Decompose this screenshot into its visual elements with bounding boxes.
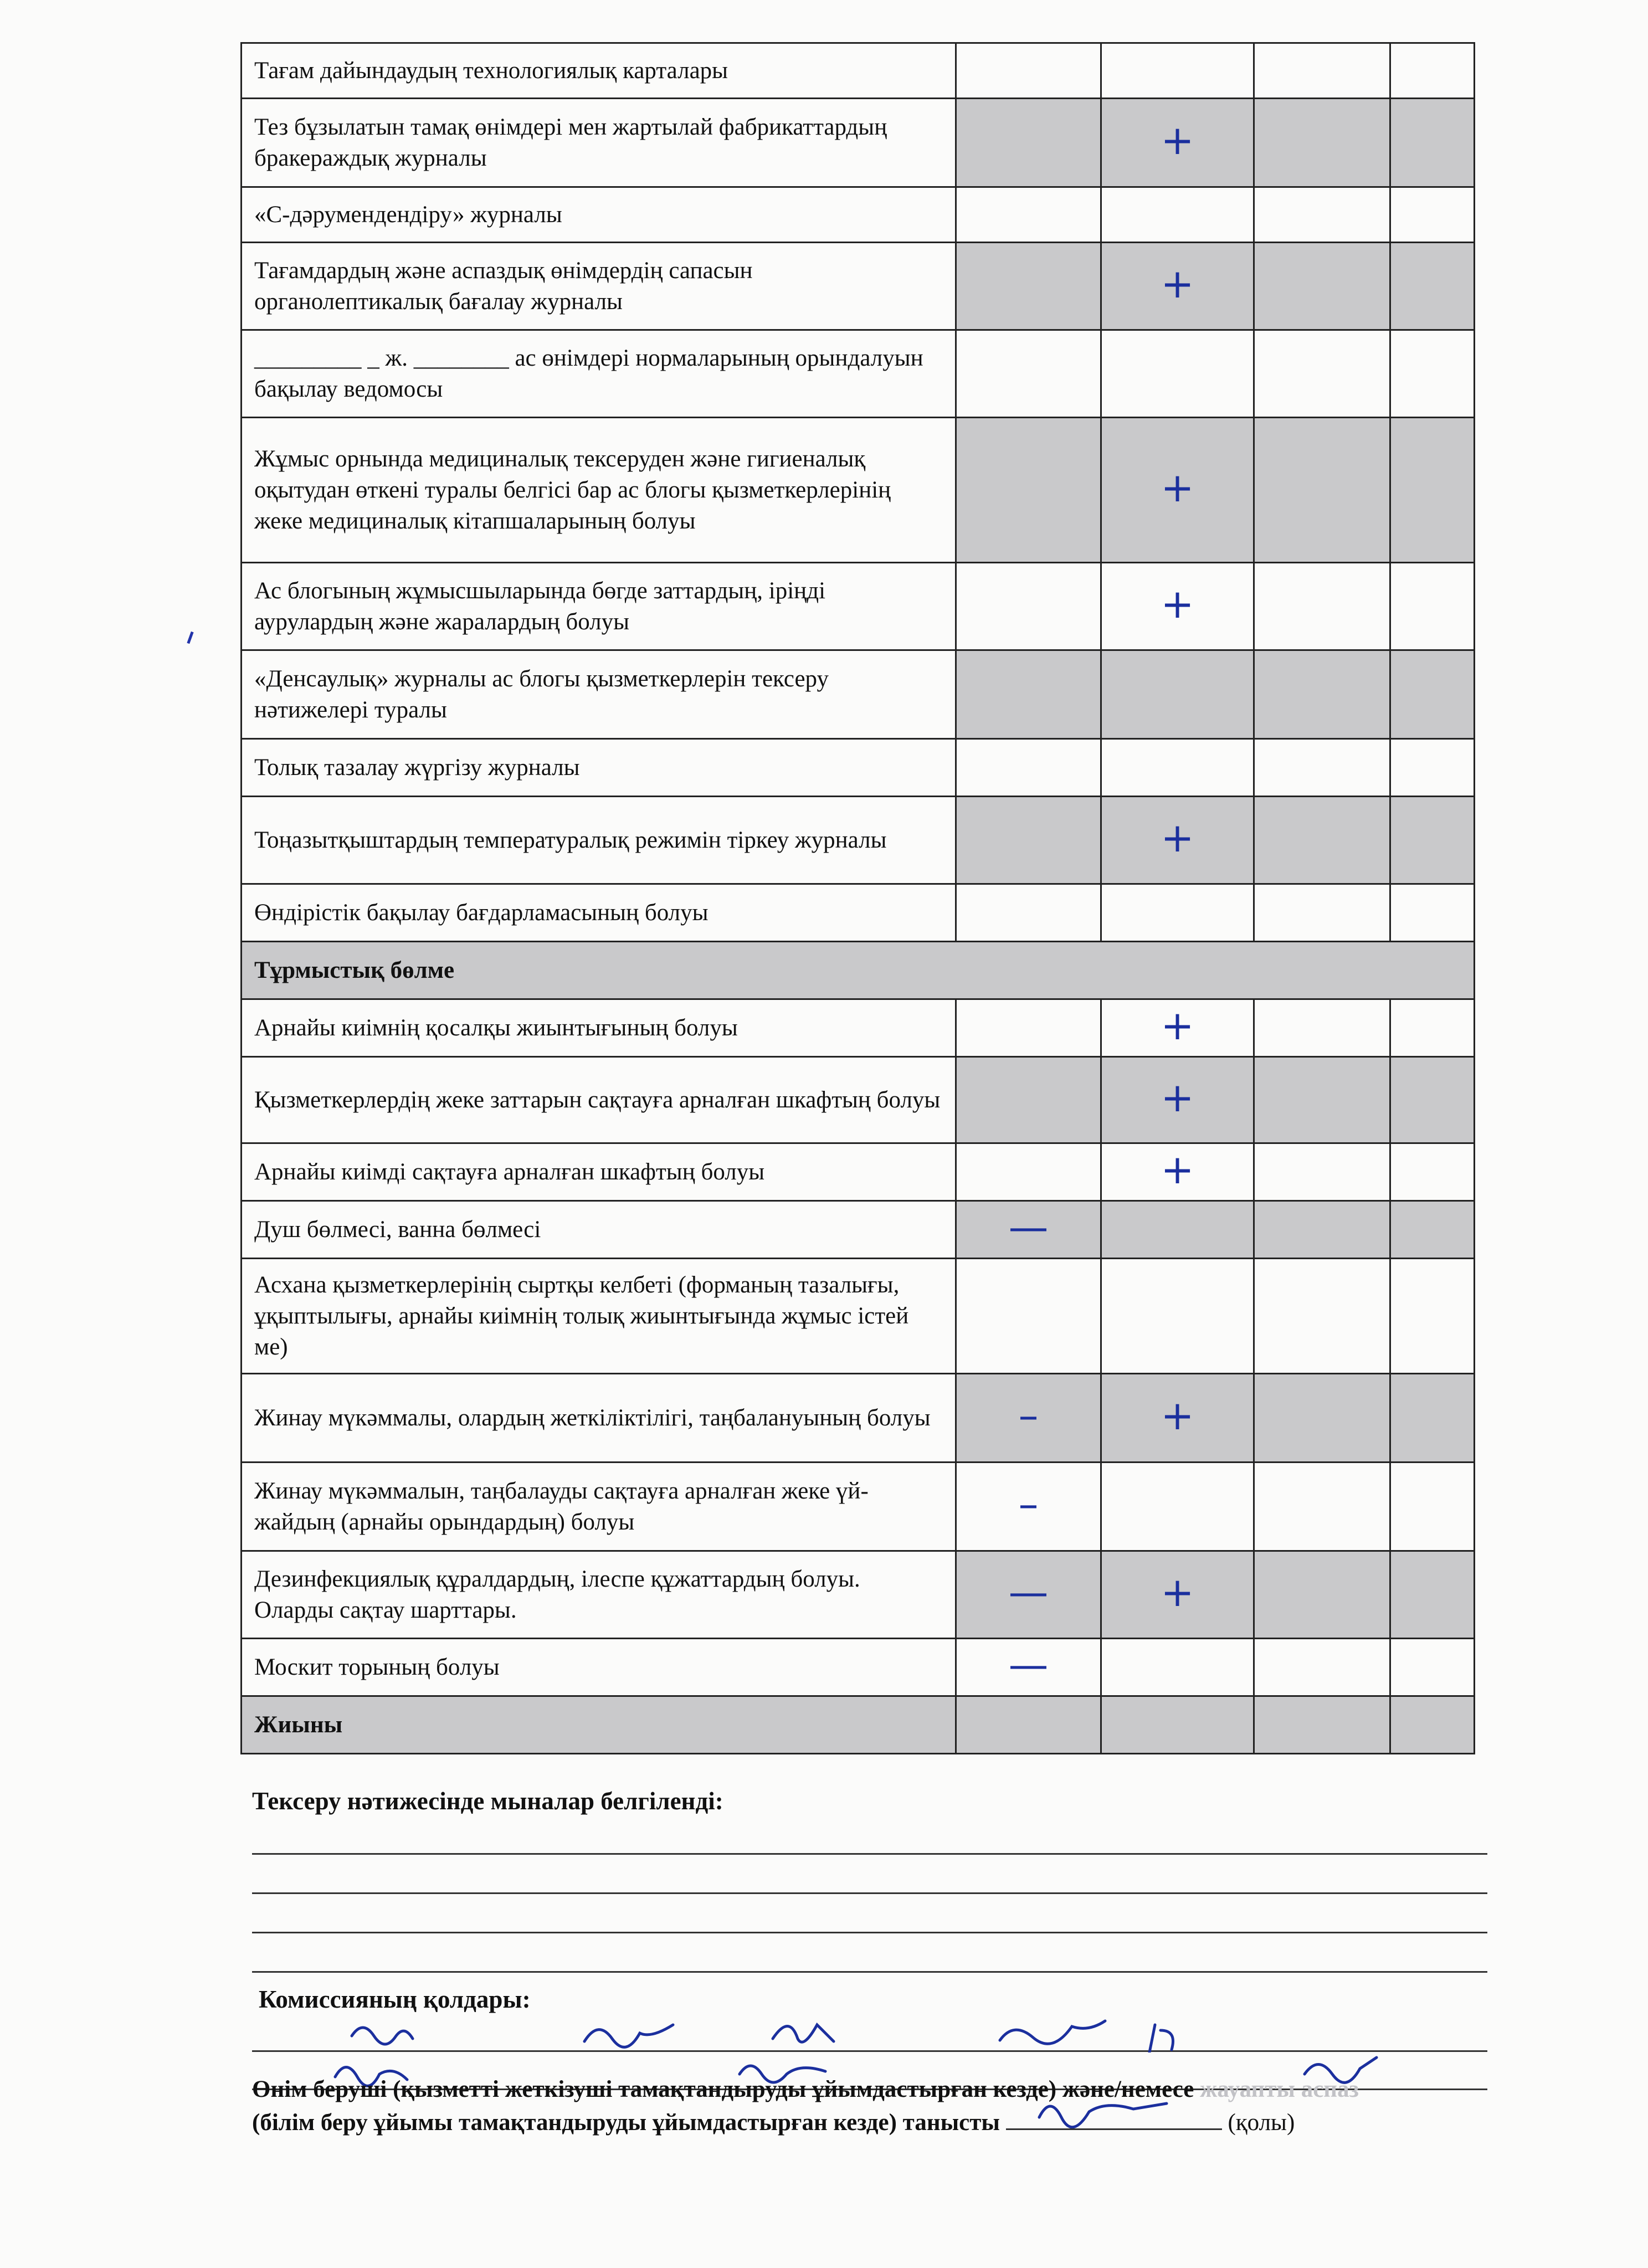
row-label: Тағамдардың және аспаздық өнімдердің сапасын органолептикалық бағалау журналы: [242, 243, 956, 330]
check-cell-1: [956, 330, 1101, 418]
check-cell-4: [1390, 43, 1475, 99]
commission-signatures-title: Комиссияның қолдары:: [259, 1985, 531, 2013]
check-cell-3: [1254, 1463, 1390, 1551]
check-cell-2: [1101, 1639, 1254, 1696]
row-label: Арнайы киімнің қосалқы жиынтығының болуы: [242, 999, 956, 1057]
handwritten-mark: +: [1161, 1568, 1194, 1615]
row-label: Толық тазалау жүргізу журналы: [242, 739, 956, 797]
check-cell-4: [1390, 797, 1475, 884]
check-cell-2: [1101, 797, 1254, 884]
check-cell-4: [1390, 187, 1475, 243]
total-row: [242, 1696, 1475, 1754]
acquaintance-line-1: [252, 2073, 1526, 2106]
acquaintance-signature-field: [1006, 2106, 1222, 2130]
check-cell-3: [1254, 1639, 1390, 1696]
check-cell-2: [1101, 1551, 1254, 1639]
check-cell-4: [1390, 1551, 1475, 1639]
row-label: Дезинфекциялық құралдардың, ілеспе құжаттардың болуы. Оларды сақтау шарттары.: [242, 1551, 956, 1639]
check-cell-1: [956, 1639, 1101, 1696]
check-cell-1: [956, 650, 1101, 739]
findings-line-4: [252, 1937, 1487, 1973]
check-cell-4: [1390, 563, 1475, 650]
section-row: [242, 942, 1475, 999]
handwritten-mark: +: [1161, 814, 1194, 861]
handwritten-mark: +: [1161, 1392, 1194, 1439]
check-cell-2: [1101, 1463, 1254, 1551]
findings-section: [252, 1787, 1487, 2090]
check-cell-1: [956, 418, 1101, 563]
row-label: Қызметкерлердің жеке заттарын сақтауға арналған шкафтың болуы: [242, 1057, 956, 1143]
row-label: Ас блогының жұмысшыларында бөгде заттардың, іріңді аурулардың және жаралардың болуы: [242, 563, 956, 650]
check-cell-2: [1101, 1143, 1254, 1201]
handwritten-mark: +: [1161, 116, 1194, 163]
table-row: [242, 1551, 1475, 1639]
row-label: «Денсаулық» журналы ас блогы қызметкерлерін тексеру нәтижелері туралы: [242, 650, 956, 739]
check-cell-1: [956, 1463, 1101, 1551]
row-label: Душ бөлмесі, ванна бөлмесі: [242, 1201, 956, 1259]
handwritten-mark: +: [1161, 1074, 1194, 1121]
check-cell-4: [1390, 1463, 1475, 1551]
check-cell-3: [1254, 884, 1390, 942]
check-cell-4: [1390, 1057, 1475, 1143]
check-cell-3: [1254, 99, 1390, 187]
check-cell-1: [956, 563, 1101, 650]
handwritten-mark: –: [1018, 1392, 1039, 1439]
signature-line-1: [252, 2016, 1487, 2052]
table-row: [242, 1201, 1475, 1259]
check-cell-3: [1254, 797, 1390, 884]
table-row: [242, 243, 1475, 330]
check-cell-3: [1254, 1259, 1390, 1374]
total-label: Жиыны: [242, 1696, 956, 1754]
check-cell-1: [956, 243, 1101, 330]
table-row: [242, 1374, 1475, 1463]
acquaintance-statement: [252, 2073, 1526, 2139]
acquaintance-text-1: Өнім беруші (қызметті жеткізуші тамақтандыруды ұйымдастырған кезде) және/немесе: [252, 2076, 1194, 2102]
check-cell-1: [956, 1551, 1101, 1639]
row-label: Асхана қызметкерлерінің сыртқы келбеті (форманың тазалығы, ұқыптылығы, арнайы киімнің толық жиынтығында жұмыс істей ме): [242, 1259, 956, 1374]
table-row: [242, 884, 1475, 942]
table-row: [242, 1057, 1475, 1143]
ink-speck: [187, 632, 193, 644]
row-label: Жұмыс орнында медициналық тексеруден және гигиеналық оқытудан өткені туралы белгісі бар ас блогы қызметкерлерінің жеке медициналық кітапшаларының болуы: [242, 418, 956, 563]
check-cell-3: [1254, 999, 1390, 1057]
handwritten-mark: —: [1008, 1568, 1049, 1615]
check-cell-1: [956, 739, 1101, 797]
check-cell-3: [1254, 1374, 1390, 1463]
handwritten-mark: —: [1008, 1641, 1049, 1688]
table-row: [242, 797, 1475, 884]
check-cell-3: [1254, 243, 1390, 330]
row-label: «С-дәрумендендіру» журналы: [242, 187, 956, 243]
handwritten-signatures-row-1: [252, 2014, 1487, 2053]
check-cell-3: [1254, 739, 1390, 797]
handwritten-signature: [1006, 2090, 1222, 2128]
handwritten-mark: +: [1161, 260, 1194, 307]
findings-line-3: [252, 1897, 1487, 1933]
handwritten-mark: –: [1018, 1480, 1039, 1527]
table-row: [242, 1639, 1475, 1696]
check-cell-4: [1390, 1374, 1475, 1463]
check-cell-1: [956, 1201, 1101, 1259]
check-cell-4: [1390, 1639, 1475, 1696]
table-row: [242, 650, 1475, 739]
section-heading: Тұрмыстық бөлме: [242, 942, 1475, 999]
findings-line-1: [252, 1819, 1487, 1855]
check-cell-1: [956, 999, 1101, 1057]
check-cell-2: [1101, 739, 1254, 797]
check-cell-3: [1254, 1201, 1390, 1259]
findings-line-2: [252, 1858, 1487, 1894]
table-row: [242, 187, 1475, 243]
check-cell-1: [956, 1143, 1101, 1201]
total-cell-3: [1254, 1696, 1390, 1754]
check-cell-3: [1254, 43, 1390, 99]
table-row: [242, 330, 1475, 418]
check-cell-1: [956, 43, 1101, 99]
check-cell-1: [956, 1374, 1101, 1463]
handwritten-mark: +: [1161, 580, 1194, 627]
check-cell-1: [956, 187, 1101, 243]
check-cell-4: [1390, 99, 1475, 187]
check-cell-3: [1254, 330, 1390, 418]
check-cell-2: [1101, 1057, 1254, 1143]
check-cell-4: [1390, 330, 1475, 418]
check-cell-4: [1390, 1143, 1475, 1201]
check-cell-3: [1254, 1551, 1390, 1639]
check-cell-4: [1390, 650, 1475, 739]
handwritten-mark: +: [1161, 464, 1194, 511]
row-label: _________ _ ж. ________ ас өнімдері нормаларының орындалуын бақылау ведомосы: [242, 330, 956, 418]
check-cell-2: [1101, 563, 1254, 650]
check-cell-1: [956, 797, 1101, 884]
row-label: Жинау мүкәммалын, таңбалауды сақтауға арналған жеке үй-жайдың (арнайы орындардың) болуы: [242, 1463, 956, 1551]
table-row: [242, 43, 1475, 99]
inspection-checklist-table: [240, 42, 1475, 1754]
row-label: Арнайы киімді сақтауға арналған шкафтың болуы: [242, 1143, 956, 1201]
table-row: [242, 563, 1475, 650]
acquaintance-faded-text: жауапты аспаз: [1200, 2076, 1359, 2102]
check-cell-3: [1254, 1143, 1390, 1201]
acquaintance-text-2: (білім беру ұйымы тамақтандыруды ұйымдастырған кезде) танысты: [252, 2110, 1000, 2136]
table-row: [242, 999, 1475, 1057]
row-label: Тағам дайындаудың технологиялық карталары: [242, 43, 956, 99]
handwritten-mark: —: [1008, 1203, 1049, 1250]
check-cell-2: [1101, 1201, 1254, 1259]
check-cell-2: [1101, 99, 1254, 187]
handwritten-mark: +: [1161, 1146, 1194, 1193]
row-label: Тоңазытқыштардың температуралық режимін тіркеу журналы: [242, 797, 956, 884]
row-label: Москит торының болуы: [242, 1639, 956, 1696]
row-label: Жинау мүкәммалы, олардың жеткіліктілігі, таңбалануының болуы: [242, 1374, 956, 1463]
check-cell-4: [1390, 1201, 1475, 1259]
check-cell-1: [956, 99, 1101, 187]
check-cell-2: [1101, 1259, 1254, 1374]
findings-title: Тексеру нәтижесінде мыналар белгіленді:: [252, 1787, 723, 1815]
check-cell-2: [1101, 243, 1254, 330]
check-cell-1: [956, 1259, 1101, 1374]
check-cell-2: [1101, 999, 1254, 1057]
check-cell-2: [1101, 418, 1254, 563]
check-cell-4: [1390, 418, 1475, 563]
check-cell-2: [1101, 1374, 1254, 1463]
check-cell-4: [1390, 243, 1475, 330]
check-cell-2: [1101, 43, 1254, 99]
check-cell-2: [1101, 884, 1254, 942]
check-cell-4: [1390, 739, 1475, 797]
table-row: [242, 99, 1475, 187]
handwritten-mark: +: [1161, 1002, 1194, 1049]
check-cell-3: [1254, 187, 1390, 243]
table-row: [242, 739, 1475, 797]
total-cell-1: [956, 1696, 1101, 1754]
total-cell-2: [1101, 1696, 1254, 1754]
check-cell-2: [1101, 650, 1254, 739]
check-cell-2: [1101, 187, 1254, 243]
row-label: Тез бұзылатын тамақ өнімдері мен жартылай фабрикаттардың бракераждық журналы: [242, 99, 956, 187]
check-cell-4: [1390, 884, 1475, 942]
check-cell-4: [1390, 999, 1475, 1057]
check-cell-3: [1254, 1057, 1390, 1143]
check-cell-4: [1390, 1259, 1475, 1374]
acquaintance-line-2: [252, 2106, 1526, 2139]
check-cell-3: [1254, 563, 1390, 650]
table-row: [242, 1463, 1475, 1551]
table-row: [242, 1143, 1475, 1201]
row-label: Өндірістік бақылау бағдарламасының болуы: [242, 884, 956, 942]
check-cell-1: [956, 1057, 1101, 1143]
check-cell-2: [1101, 330, 1254, 418]
check-cell-1: [956, 884, 1101, 942]
total-cell-4: [1390, 1696, 1475, 1754]
table-row: [242, 1259, 1475, 1374]
table-row: [242, 418, 1475, 563]
check-cell-3: [1254, 418, 1390, 563]
check-cell-3: [1254, 650, 1390, 739]
signature-caption: (қолы): [1228, 2110, 1295, 2136]
